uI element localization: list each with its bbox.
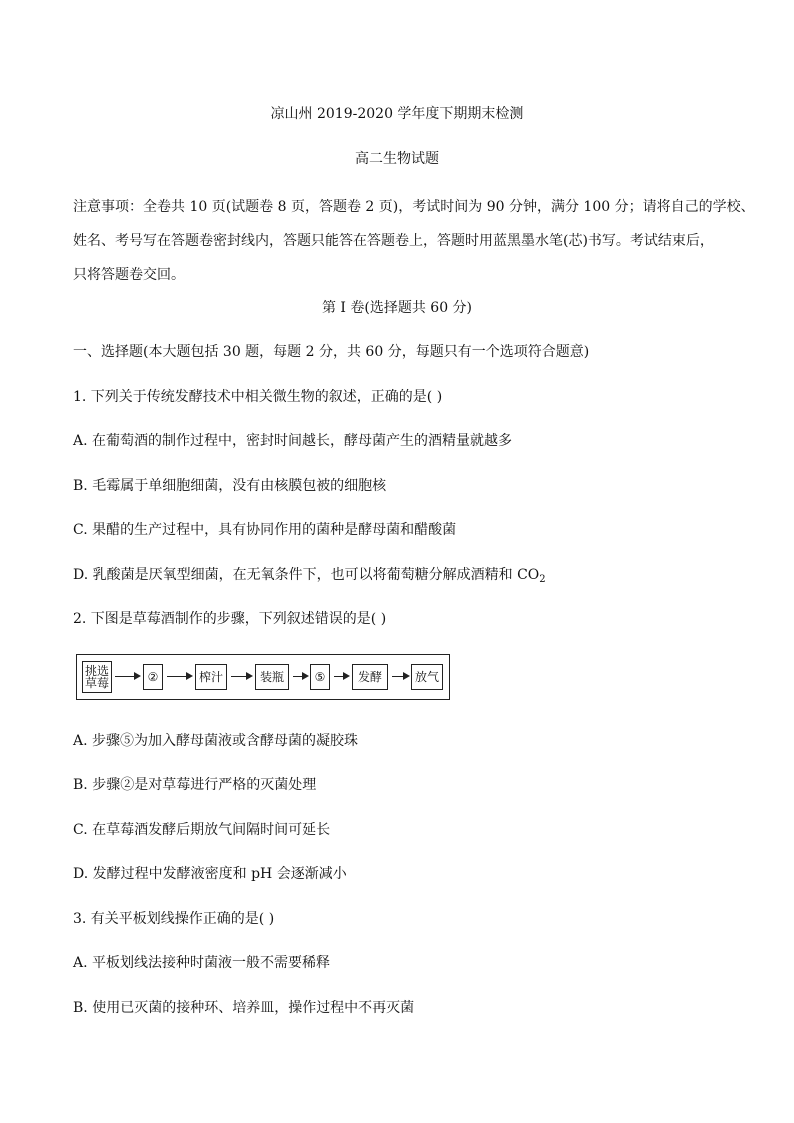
option-a: A. 在葡萄酒的制作过程中，密封时间越长，酵母菌产生的酒精量就越多 bbox=[73, 433, 513, 449]
subscript: 2 bbox=[539, 574, 546, 585]
notice-line: 注意事项：全卷共 10 页(试题卷 8 页，答题卷 2 页)，考试时间为 90 分钟，满分 100 分；请将自己的学校、 bbox=[73, 199, 755, 215]
arrow-icon bbox=[167, 676, 191, 677]
question-stem: 1. 下列关于传统发酵技术中相关微生物的叙述，正确的是( ) bbox=[73, 389, 443, 405]
arrow-icon bbox=[115, 676, 139, 677]
option-d-text: D. 乳酸菌是厌氧型细菌，在无氧条件下，也可以将葡萄糖分解成酒精和 CO bbox=[73, 567, 540, 583]
arrow-icon bbox=[231, 676, 251, 677]
question-stem: 2. 下图是草莓酒制作的步骤，下列叙述错误的是( ) bbox=[73, 611, 387, 627]
option-d: D. 发酵过程中发酵液密度和 pH 会逐渐减小 bbox=[73, 866, 347, 882]
volume-title: 第 I 卷(选择题共 60 分) bbox=[321, 300, 473, 316]
flow-step: 放气 bbox=[411, 664, 443, 690]
notice-line: 只将答题卷交回。 bbox=[73, 267, 185, 283]
exam-subtitle: 高二生物试题 bbox=[355, 151, 439, 167]
flow-step: ② bbox=[143, 664, 163, 690]
notice-line: 姓名、考号写在答题卷密封线内，答题只能答在答题卷上，答题时用蓝黑墨水笔(芯)书写。考试结束后， bbox=[73, 233, 714, 249]
option-c: C. 在草莓酒发酵后期放气间隔时间可延长 bbox=[73, 822, 331, 838]
option-b: B. 使用已灭菌的接种环、培养皿，操作过程中不再灭菌 bbox=[73, 1000, 415, 1016]
notice-block bbox=[73, 190, 755, 292]
flow-step: 发酵 bbox=[352, 664, 388, 690]
flow-step: ⑤ bbox=[310, 664, 330, 690]
option-b: B. 毛霉属于单细胞细菌，没有由核膜包被的细胞核 bbox=[73, 478, 387, 494]
option-a: A. 步骤⑤为加入酵母菌液或含酵母菌的凝胶珠 bbox=[73, 733, 359, 749]
arrow-icon bbox=[334, 676, 348, 677]
flow-step: 榨汁 bbox=[195, 664, 227, 690]
question-stem: 3. 有关平板划线操作正确的是( ) bbox=[73, 911, 275, 927]
process-flowchart bbox=[76, 654, 450, 700]
arrow-icon bbox=[293, 676, 307, 677]
option-c: C. 果醋的生产过程中，具有协同作用的菌种是酵母菌和醋酸菌 bbox=[73, 522, 457, 538]
part-title: 一、选择题(本大题包括 30 题，每题 2 分，共 60 分，每题只有一个选项符合题意) bbox=[73, 344, 590, 360]
option-a: A. 平板划线法接种时菌液一般不需要稀释 bbox=[73, 955, 331, 971]
arrow-icon bbox=[392, 676, 408, 677]
option-d bbox=[73, 565, 546, 585]
flow-step: 装瓶 bbox=[255, 664, 289, 690]
flow-step: 挑选草莓 bbox=[82, 661, 112, 693]
exam-title: 凉山州 2019-2020 学年度下期期末检测 bbox=[270, 106, 524, 122]
option-b: B. 步骤②是对草莓进行严格的灭菌处理 bbox=[73, 777, 317, 793]
